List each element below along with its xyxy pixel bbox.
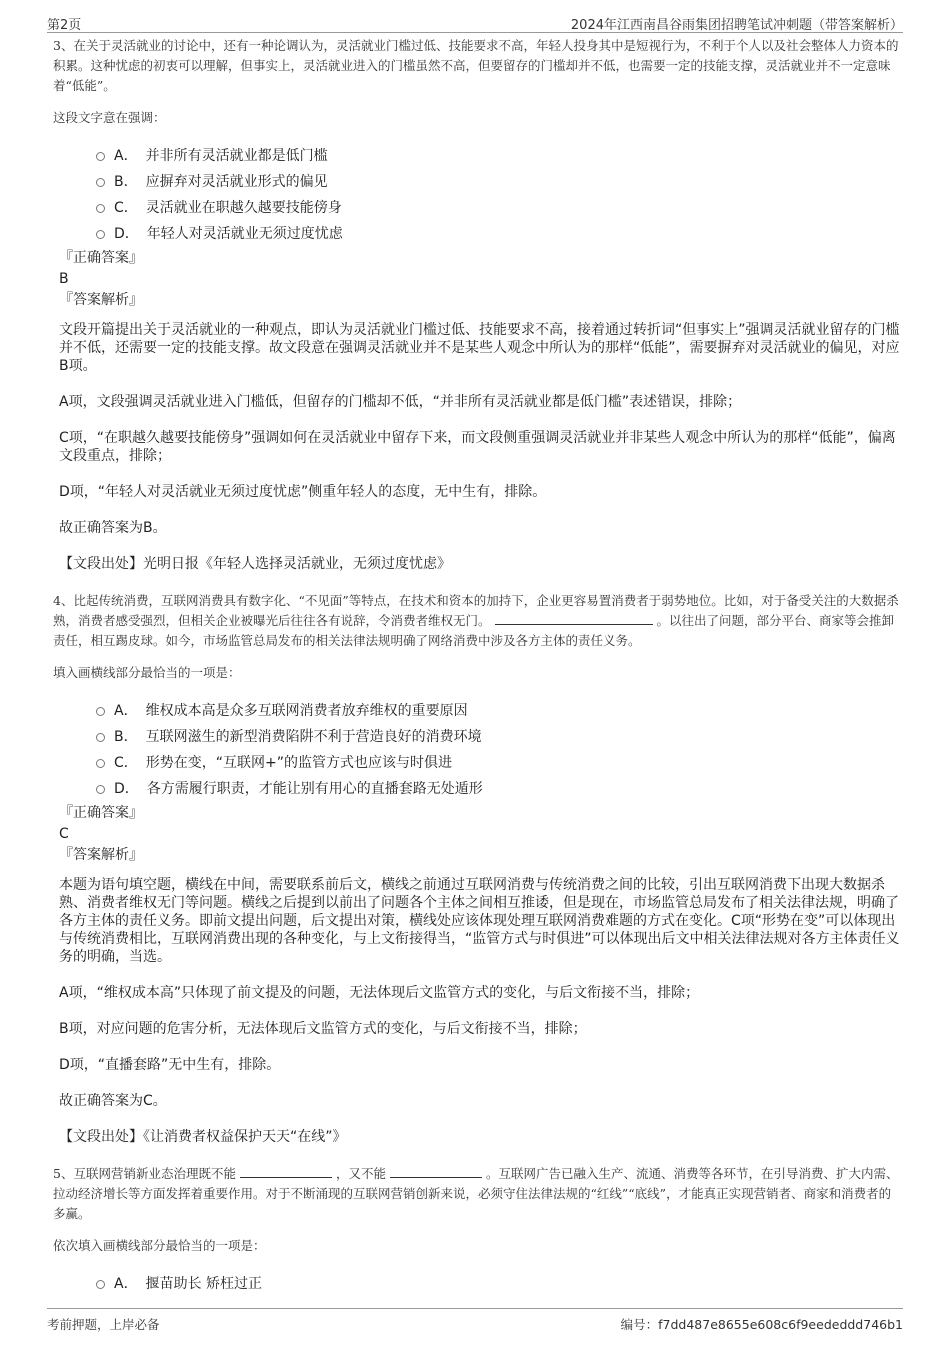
answer-label: 『正确答案』 — [59, 250, 143, 266]
question-4-analysis: 本题为语句填空题，横线在中间，需要联系前后文，横线之前通过互联网消费与传统消费之间的比较，引出互联网消费下出现大数据杀熟、消费者维权无门等问题。横线之后提到以前出了问题各个主体之间相互推诿，但是现在，市场监管总局发布了相关法律法规，明确了各方主体的责任义务。即前文提出问题，后文提出对策，横线处应该体现处理互联网消费难题的方式在变化。C项“形势在变”可以体现出与传统消费相比，互联网消费出现的各种变化，与上文衔接得当，“监管方式与时俱进”可以体现出后文中相关法律法规对各方主体责任义务的明确，当选。 A项，“维权成本高”只体现了前文提及的问题，无法体现后文监管方式的变化，与后文衔接不当，排除； B项，对应问题的危害分析，无法体现后文监管方式的变化，与后文衔接不当，排除； D项，“直播套路”无中生有，排除。 故正确答案为C。 【文段出处】《让消费者权益保护天天“在线”》 — [59, 876, 903, 1146]
question-5 — [0, 1164, 950, 1296]
fill-blank[interactable] — [390, 1165, 482, 1178]
question-3-option-c[interactable]: C． 灵活就业在职越久越要技能傍身 — [96, 194, 950, 220]
page-number: 第2页 — [47, 18, 82, 33]
answer-label: 『正确答案』 — [59, 805, 143, 821]
analysis-label: 『答案解析』 — [59, 292, 143, 308]
page-header — [47, 10, 903, 33]
question-5-option-a[interactable]: A． 揠苗助长 矫枉过正 — [96, 1270, 950, 1296]
question-3-answer: B — [59, 271, 69, 287]
document-id: 编号：f7dd487e8655e608c6f9eededdd746b1 — [620, 1317, 903, 1332]
question-3-option-a[interactable]: A． 并非所有灵活就业都是低门槛 — [96, 142, 950, 168]
radio-icon[interactable] — [96, 230, 105, 239]
radio-icon[interactable] — [96, 733, 105, 742]
question-5-prompt: 依次填入画横线部分最恰当的一项是： — [53, 1238, 266, 1253]
question-4-answer: C — [59, 826, 69, 842]
question-4-source: 【文段出处】《让消费者权益保护天天“在线”》 — [59, 1129, 347, 1145]
question-4-option-c[interactable]: C． 形势在变，“互联网+”的监管方式也应该与时俱进 — [96, 749, 950, 775]
question-4-prompt: 填入画横线部分最恰当的一项是： — [53, 665, 241, 680]
document-title: 2024年江西南昌谷雨集团招聘笔试冲刺题（带答案解析） — [570, 18, 903, 33]
analysis-label: 『答案解析』 — [59, 847, 143, 863]
radio-icon[interactable] — [96, 707, 105, 716]
fill-blank[interactable] — [495, 612, 653, 625]
radio-icon[interactable] — [96, 178, 105, 187]
page-content — [0, 36, 950, 1296]
footer-slogan: 考前押题，上岸必备 — [47, 1317, 160, 1332]
question-4-option-a[interactable]: A． 维权成本高是众多互联网消费者放弃维权的重要原因 — [96, 697, 950, 723]
question-3-analysis: 文段开篇提出关于灵活就业的一种观点，即认为灵活就业门槛过低、技能要求不高，接着通过转折词“但事实上”强调灵活就业留存的门槛并不低，还需要一定的技能支撑。故文段意在强调灵活就业并不是某些人观念中所认为的那样“低能”，需要摒弃对灵活就业的偏见，对应B项。 A项，文段强调灵活就业进入门槛低，但留存的门槛却不低，“并非所有灵活就业都是低门槛”表述错误，排除； C项，“在职越久越要技能傍身”强调如何在灵活就业中留存下来，而文段侧重强调灵活就业并非某些人观念中所认为的那样“低能”，偏离文段重点，排除； D项，“年轻人对灵活就业无须过度忧虑”侧重年轻人的态度，无中生有，排除。 故正确答案为B。 【文段出处】光明日报《年轻人选择灵活就业，无须过度忧虑》 — [59, 321, 903, 573]
question-4-option-b[interactable]: B． 互联网滋生的新型消费陷阱不利于营造良好的消费环境 — [96, 723, 950, 749]
question-4-option-d[interactable]: D． 各方需履行职责，才能让别有用心的直播套路无处遁形 — [96, 775, 950, 801]
question-3-option-d[interactable]: D． 年轻人对灵活就业无须过度忧虑 — [96, 220, 950, 246]
question-4-stem: 4、比起传统消费，互联网消费具有数字化、“不见面”等特点，在技术和资本的加持下，企业更容易置消费者于弱势地位。比如，对于备受关注的大数据杀熟，消费者感受强烈，但相关企业被曝光后往往各有说辞，令消费者维权无门。 。以往出了问题，部分平台、商家等会推卸责任，相互踢皮球。如今，市场监管总局发布的相关法律法规明确了网络消费中涉及各方主体的责任义务。 — [53, 593, 899, 648]
question-3-prompt: 这段文字意在强调： — [53, 110, 166, 125]
radio-icon[interactable] — [96, 204, 105, 213]
question-3 — [0, 36, 950, 573]
question-3-stem: 3、在关于灵活就业的讨论中，还有一种论调认为，灵活就业门槛过低、技能要求不高，年轻人投身其中是短视行为，不利于个人以及社会整体人力资本的积累。这种忧虑的初衷可以理解，但事实上，灵活就业进入的门槛虽然不高，但要留存的门槛却并不低，也需要一定的技能支撑，灵活就业并不一定意味着“低能”。 — [53, 38, 899, 93]
radio-icon[interactable] — [96, 759, 105, 768]
radio-icon[interactable] — [96, 152, 105, 161]
page-footer — [47, 1308, 903, 1335]
fill-blank[interactable] — [240, 1165, 332, 1178]
question-3-source: 【文段出处】光明日报《年轻人选择灵活就业，无须过度忧虑》 — [59, 556, 451, 572]
question-3-option-b[interactable]: B． 应摒弃对灵活就业形式的偏见 — [96, 168, 950, 194]
radio-icon[interactable] — [96, 785, 105, 794]
radio-icon[interactable] — [96, 1280, 105, 1289]
question-4 — [0, 591, 950, 1146]
question-5-stem: 5、互联网营销新业态治理既不能 ，又不能 。互联网广告已融入生产、流通、消费等各环节，在引导消费、扩大内需、拉动经济增长等方面发挥着重要作用。对于不断涌现的互联网营销创新来说，必须守住法律法规的“红线”“底线”，才能真正实现营销者、商家和消费者的多赢。 — [53, 1166, 899, 1221]
